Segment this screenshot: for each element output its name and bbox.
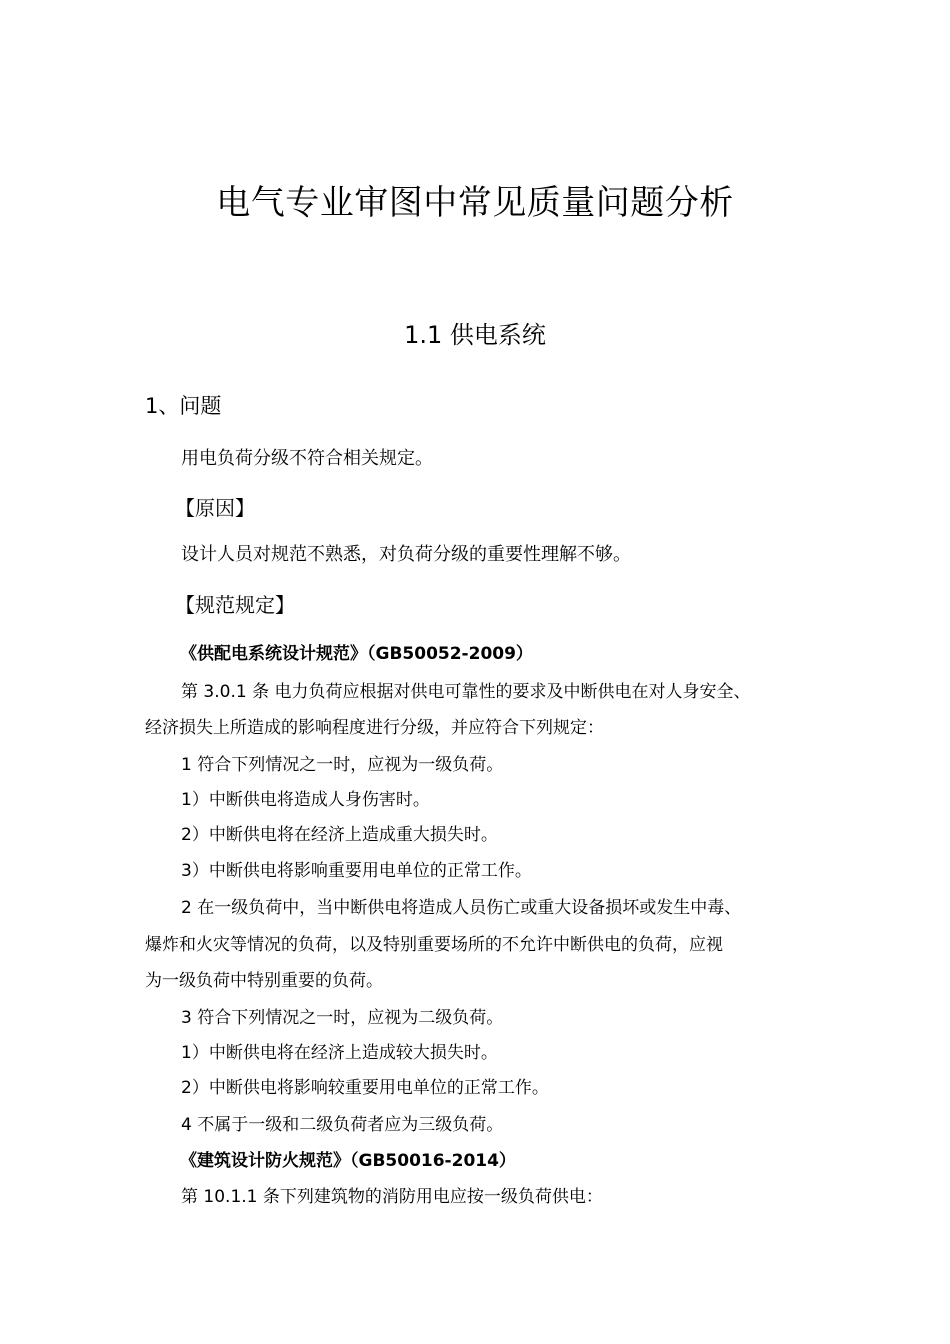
- item-1: 1 符合下列情况之一时，应视为一级负荷。: [181, 755, 504, 775]
- reason-text: 设计人员对规范不熟悉，对负荷分级的重要性理解不够。: [181, 544, 631, 565]
- clause-3-0-1-line-1: 第 3.0.1 条 电力负荷应根据对供电可靠性的要求及中断供电在对人身安全、: [181, 682, 751, 702]
- item-2-line-2: 爆炸和火灾等情况的负荷，以及特别重要场所的不允许中断供电的负荷，应视: [145, 935, 723, 955]
- clause-10-1-1: 第 10.1.1 条下列建筑物的消防用电应按一级负荷供电：: [181, 1187, 603, 1207]
- standard-title-gb50016: 《建筑设计防火规范》（GB50016-2014）: [180, 1151, 516, 1171]
- clause-3-0-1-line-2: 经济损失上所造成的影响程度进行分级，并应符合下列规定：: [145, 718, 604, 738]
- problem-heading: 1、问题: [145, 394, 222, 418]
- document-title: 电气专业审图中常见质量问题分析: [216, 183, 734, 223]
- item-1-1: 1）中断供电将造成人身伤害时。: [181, 790, 430, 810]
- item-3-1: 1）中断供电将在经济上造成较大损失时。: [181, 1043, 498, 1063]
- section-title: 1.1 供电系统: [404, 321, 546, 349]
- item-3: 3 符合下列情况之一时，应视为二级负荷。: [181, 1008, 504, 1028]
- problem-text: 用电负荷分级不符合相关规定。: [181, 448, 433, 469]
- standard-title-gb50052: 《供配电系统设计规范》（GB50052-2009）: [180, 644, 533, 664]
- norm-heading: 【规范规定】: [175, 593, 295, 617]
- item-1-3: 3）中断供电将影响重要用电单位的正常工作。: [181, 861, 532, 881]
- item-1-2: 2）中断供电将在经济上造成重大损失时。: [181, 825, 498, 845]
- item-4: 4 不属于一级和二级负荷者应为三级负荷。: [181, 1115, 504, 1135]
- item-2-line-1: 2 在一级负荷中，当中断供电将造成人员伤亡或重大设备损坏或发生中毒、: [181, 898, 742, 918]
- item-3-2: 2）中断供电将影响较重要用电单位的正常工作。: [181, 1078, 549, 1098]
- reason-heading: 【原因】: [175, 496, 255, 520]
- item-2-line-3: 为一级负荷中特别重要的负荷。: [145, 971, 383, 991]
